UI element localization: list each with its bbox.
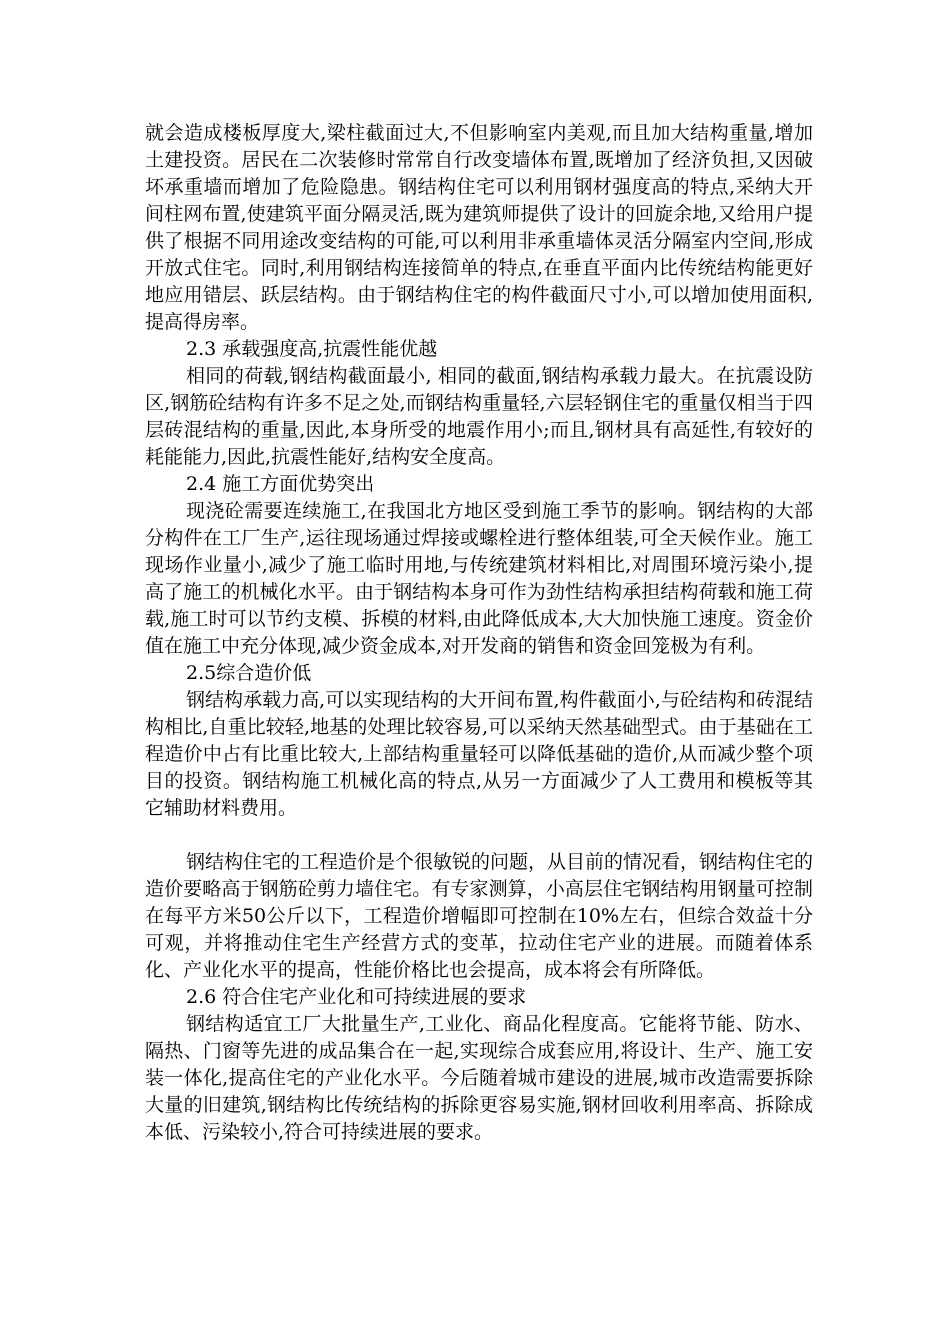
section-heading-2-6: 2.6 符合住宅产业化和可持续进展的要求 <box>186 986 527 1008</box>
paragraph-seismic: 相同的荷载,钢结构截面最小, 相同的截面,钢结构承载力最大。在抗震设防区,钢筋砼结构有许多不足之处,而钢结构重量轻,六层轻钢住宅的重量仅相当于四层砖混结构的重量,因此,本身所受的地震作用小;而且,钢材具有高延性,有较好的耗能能力,因此,抗震性能好,结构安全度高。 <box>145 365 813 468</box>
paragraph-cost: 钢结构承载力高,可以实现结构的大开间布置,构件截面小,与砼结构和砖混结构相比,自重比较轻,地基的处理比较容易,可以采纳天然基础型式。由于基础在工程造价中占有比重比较大,上部结构重量轻可以降低基础的造价,从而减少整个项目的投资。钢结构施工机械化高的特点,从另一方面减少了人工费用和模板等其它辅助材料费用。 <box>145 689 813 819</box>
section-heading-2-4: 2.4 施工方面优势突出 <box>186 473 375 495</box>
paragraph-industrialization: 钢结构适宜工厂大批量生产,工业化、商品化程度高。它能将节能、防水、隔热、门窗等先进的成品集合在一起,实现综合成套应用,将设计、生产、施工安装一体化,提高住宅的产业化水平。今后随着城市建设的进展,城市改造需要拆除大量的旧建筑,钢结构比传统结构的拆除更容易实施,钢材回收利用率高、拆除成本低、污染较小,符合可持续进展的要求。 <box>145 1013 813 1143</box>
section-heading-2-3: 2.3 承载强度高,抗震性能优越 <box>186 338 438 360</box>
paragraph-cost-analysis: 钢结构住宅的工程造价是个很敏锐的问题，从目前的情况看，钢结构住宅的造价要略高于钢筋砼剪力墙住宅。有专家测算，小高层住宅钢结构用钢量可控制在每平方米50公斤以下，工程造价增幅即可控制在10%左右，但综合效益十分可观，并将推动住宅生产经营方式的变革，拉动住宅产业的进展。而随着体系化、产业化水平的提高，性能价格比也会提高，成本将会有所降低。 <box>145 851 814 981</box>
section-heading-2-5: 2.5综合造价低 <box>186 662 312 684</box>
paragraph-continuation: 就会造成楼板厚度大,梁柱截面过大,不但影响室内美观,而且加大结构重量,增加土建投资。居民在二次装修时常常自行改变墙体布置,既增加了经济负担,又因破坏承重墙而增加了危险隐患。钢结构住宅可以利用钢材强度高的特点,采纳大开间柱网布置,使建筑平面分隔灵活,既为建筑师提供了设计的回旋余地,又给用户提供了根据不同用途改变结构的可能,可以利用非承重墙体灵活分隔室内空间,形成开放式住宅。同时,利用钢结构连接简单的特点,在垂直平面内比传统结构能更好地应用错层、跃层结构。由于钢结构住宅的构件截面尺寸小,可以增加使用面积,提高得房率。 <box>145 122 813 333</box>
paragraph-gap <box>145 822 813 849</box>
paragraph-construction: 现浇砼需要连续施工,在我国北方地区受到施工季节的影响。钢结构的大部分构件在工厂生产,运往现场通过焊接或螺栓进行整体组装,可全天候作业。施工现场作业量小,减少了施工临时用地,与传统建筑材料相比,对周围环境污染小,提高了施工的机械化水平。由于钢结构本身可作为劲性结构承担结构荷载和施工荷载,施工时可以节约支模、拆模的材料,由此降低成本,大大加快施工速度。资金价值在施工中充分体现,减少资金成本,对开发商的销售和资金回笼极为有利。 <box>145 500 813 657</box>
document-body <box>145 120 813 1146</box>
